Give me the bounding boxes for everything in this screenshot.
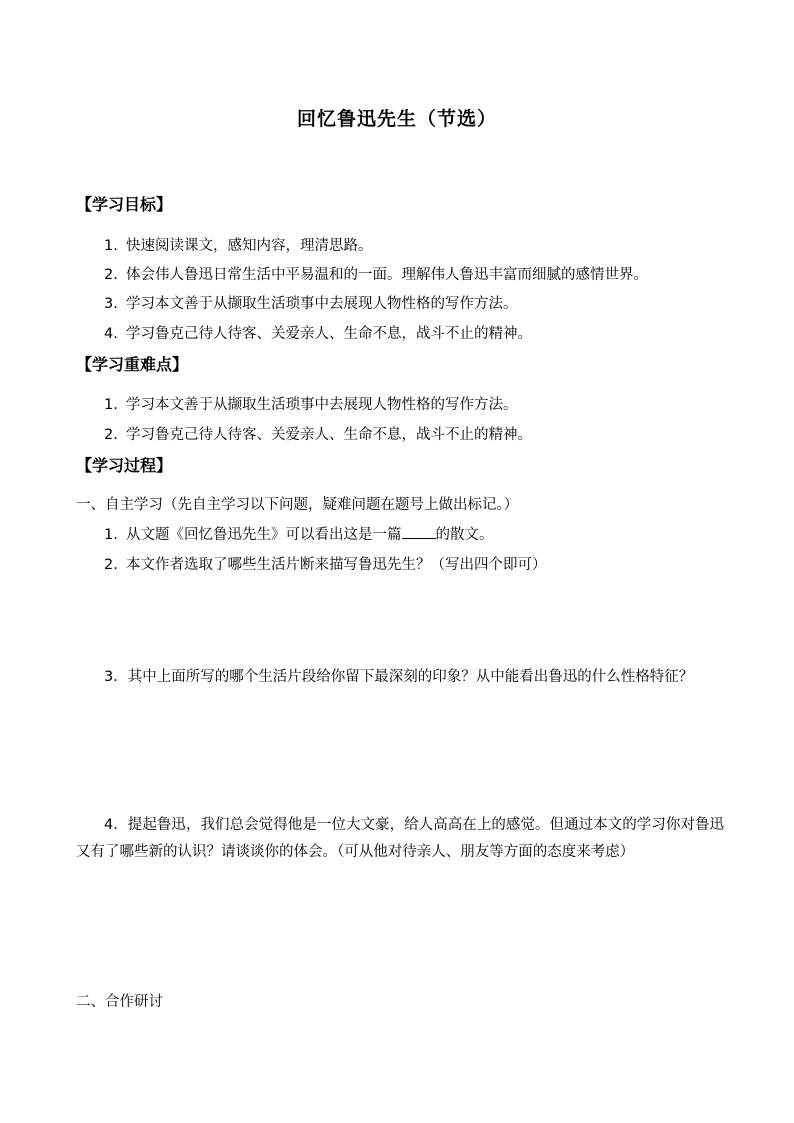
goal-item-number: 1. <box>104 238 118 254</box>
question-number: 1. <box>104 527 118 543</box>
question-1 <box>104 523 494 544</box>
key-point-item-2 <box>104 423 532 444</box>
goal-item-3 <box>104 292 518 313</box>
goal-item-number: 2. <box>104 267 118 283</box>
self-study-heading: 一、自主学习（先自主学习以下问题，疑难问题在题号上做出标记。） <box>76 497 519 513</box>
key-point-number: 2. <box>104 427 118 443</box>
goal-item-number: 3. <box>104 296 118 312</box>
learning-goals-heading: 【学习目标】 <box>76 195 173 214</box>
question-number: 2. <box>104 557 118 573</box>
learning-process-heading: 【学习过程】 <box>76 456 173 475</box>
answer-blank[interactable] <box>402 524 436 539</box>
goal-item-number: 4. <box>104 326 118 342</box>
goal-item-text: 学习鲁克己待人待客、关爱亲人、生命不息，战斗不止的精神。 <box>126 326 532 342</box>
goal-item-text: 学习本文善于从撷取生活琐事中去展现人物性格的写作方法。 <box>126 296 518 312</box>
goal-item-2 <box>104 263 648 284</box>
key-point-text: 学习鲁克己待人待客、关爱亲人、生命不息，战斗不止的精神。 <box>126 427 532 443</box>
question-2 <box>104 553 547 574</box>
question-1-text-after: 的散文。 <box>435 527 494 543</box>
goal-item-text: 快速阅读课文，感知内容，理清思路。 <box>126 238 373 254</box>
question-3: 3．其中上面所写的哪个生活片段给你留下最深刻的印象？从中能看出鲁迅的什么性格特征？ <box>104 669 694 685</box>
key-point-number: 1. <box>104 397 118 413</box>
question-4: 4．提起鲁迅，我们总会觉得他是一位大文豪，给人高高在上的感觉。但通过本文的学习你对鲁迅又有了哪些新的认识？请谈谈你的体会。（可从他对待亲人、朋友等方面的态度来考虑） <box>76 817 724 860</box>
key-point-item-1 <box>104 393 518 414</box>
question-1-text-before: 从文题《回忆鲁迅先生》可以看出这是一篇 <box>126 527 402 543</box>
key-point-text: 学习本文善于从撷取生活琐事中去展现人物性格的写作方法。 <box>126 397 518 413</box>
key-points-heading: 【学习重难点】 <box>76 355 189 374</box>
goal-item-1 <box>104 234 373 255</box>
question-2-text: 本文作者选取了哪些生活片断来描写鲁迅先生？（写出四个即可） <box>126 557 547 573</box>
page-title: 回忆鲁迅先生（节选） <box>296 108 497 130</box>
cooperative-discussion-heading: 二、合作研讨 <box>76 994 163 1010</box>
goal-item-4 <box>104 322 532 343</box>
goal-item-text: 体会伟人鲁迅日常生活中平易温和的一面。理解伟人鲁迅丰富而细腻的感情世界。 <box>126 267 648 283</box>
